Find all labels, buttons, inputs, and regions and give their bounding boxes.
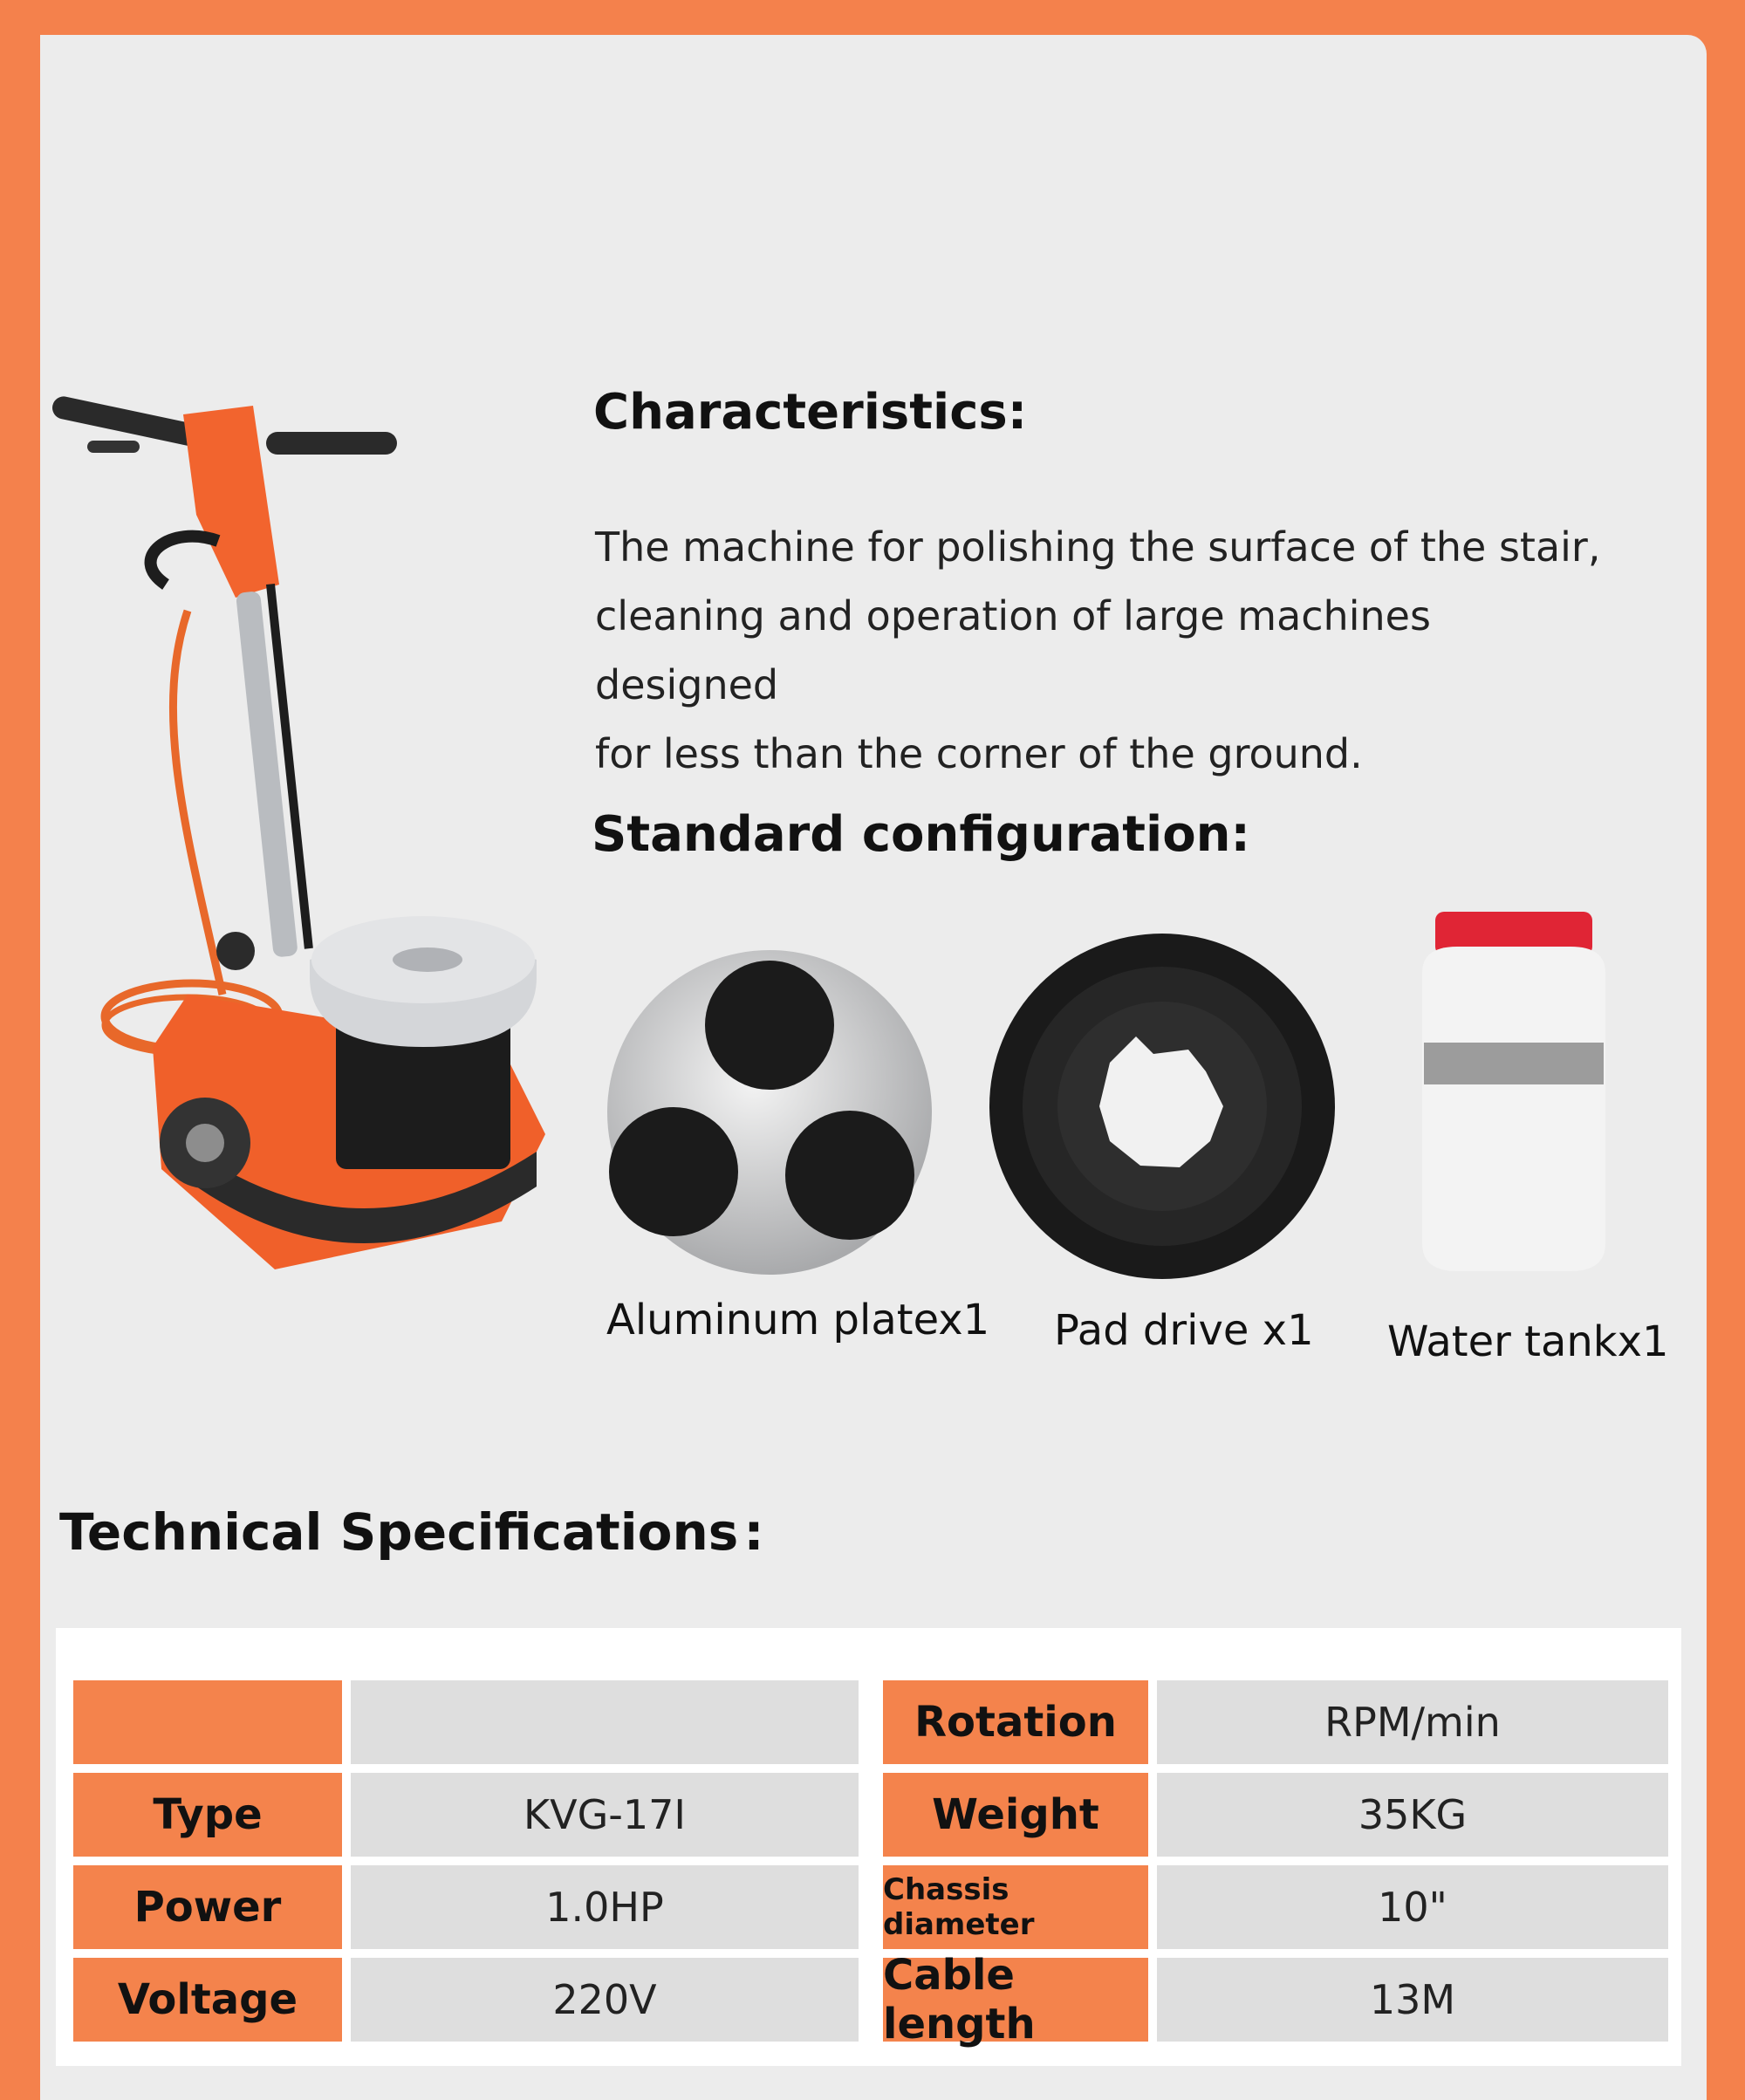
spec-label-type: Type	[73, 1773, 342, 1857]
spec-value-power: 1.0HP	[351, 1865, 859, 1949]
spec-value-cable-length: 13M	[1157, 1958, 1668, 2042]
spec-value-type: KVG-17I	[351, 1773, 859, 1857]
description-line: for less than the corner of the ground.	[595, 730, 1363, 777]
spec-label-cable-length: Cable length	[883, 1958, 1148, 2042]
spec-label-voltage: Voltage	[73, 1958, 342, 2042]
spec-table	[56, 1628, 1681, 2066]
spec-label-power: Power	[73, 1865, 342, 1949]
description-line: The machine for polishing the surface of the stair,	[595, 523, 1601, 571]
spec-label-cell	[73, 1680, 342, 1764]
spec-value-cell	[351, 1680, 859, 1764]
config-item-label: Water tankx1	[1387, 1317, 1669, 1366]
water-tank-icon	[1413, 912, 1614, 1274]
characteristics-description	[595, 513, 1607, 789]
spec-value-rotation: RPM/min	[1157, 1680, 1668, 1764]
aluminum-plate-icon	[604, 947, 935, 1278]
description-line: cleaning and operation of large machines designed	[595, 592, 1431, 708]
pad-drive-icon	[988, 932, 1337, 1281]
config-item-label: Aluminum platex1	[606, 1296, 990, 1344]
characteristics-heading: Characteristics:	[593, 384, 1028, 441]
floor-machine-illustration	[48, 384, 563, 1291]
spec-value-chassis-diameter: 10"	[1157, 1865, 1668, 1949]
spec-label-rotation: Rotation	[883, 1680, 1148, 1764]
standard-configuration-heading: Standard configuration:	[592, 806, 1250, 863]
spec-label-chassis-diameter: Chassis diameter	[883, 1865, 1148, 1949]
spec-value-voltage: 220V	[351, 1958, 859, 2042]
technical-specifications-heading-text: Technical Specifications	[59, 1502, 739, 1562]
spec-label-weight: Weight	[883, 1773, 1148, 1857]
heading-colon: :	[743, 1502, 764, 1562]
technical-specifications-heading	[59, 1502, 764, 1562]
spec-value-weight: 35KG	[1157, 1773, 1668, 1857]
config-item-label: Pad drive x1	[1054, 1306, 1314, 1355]
